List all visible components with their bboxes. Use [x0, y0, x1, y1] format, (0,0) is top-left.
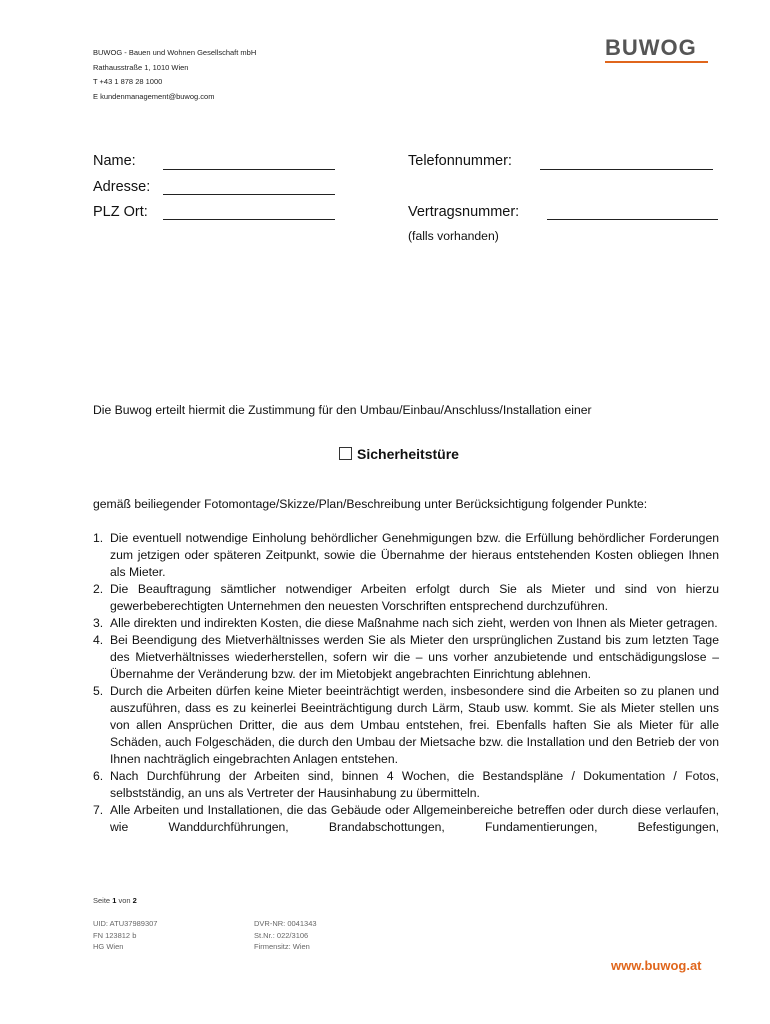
adresse-field[interactable] [163, 193, 335, 195]
name-label: Name: [93, 153, 136, 169]
vertragsnummer-field[interactable] [547, 218, 718, 220]
item-number: 1. [93, 531, 104, 545]
footer-hg: HG Wien [93, 942, 124, 951]
sender-address-block [93, 46, 256, 104]
plz-ort-field[interactable] [163, 218, 335, 220]
item-text: Alle Arbeiten und Installationen, die das Gebäude oder Allgemeinbereiche betreffen oder durch diese verlaufen, wie Wanddurchführungen, Brandabschottungen, Fundamentierungen, Befestigungen, [110, 803, 719, 834]
page-von-label: von [118, 896, 131, 905]
footer-registration-right [254, 918, 317, 953]
item-number: 5. [93, 684, 104, 698]
item-text: Die Beauftragung sämtlicher notwendiger Arbeiten erfolgt durch Sie als Mieter und sind von hierzu gewerbeberechtigten Unternehmen den neuesten Vorschriften entsprechend durchzuführen. [110, 582, 719, 613]
list-item [93, 768, 719, 802]
footer-firmensitz: Firmensitz: Wien [254, 942, 310, 951]
conditions-list [93, 530, 719, 836]
page-number: 1 [112, 896, 117, 905]
item-number: 6. [93, 769, 104, 783]
sender-company: BUWOG - Bauen und Wohnen Gesellschaft mbH [93, 48, 257, 57]
adresse-label: Adresse: [93, 179, 151, 195]
footer-registration-left [93, 918, 157, 953]
intro-text: Die Buwog erteilt hiermit die Zustimmung für den Umbau/Einbau/Anschluss/Installation einer [93, 403, 592, 417]
headline [339, 446, 459, 462]
name-field[interactable] [163, 168, 335, 170]
list-item [93, 632, 719, 683]
item-text: Durch die Arbeiten dürfen keine Mieter beeinträchtigt werden, insbesondere sind die Arbeiten so zu planen und auszuführen, dass es zu keinerlei Beeinträchtigung durch Lärm, Staub usw. kommt. Sie als Mieter stellen uns von allen Ansprüchen Dritter, die aus dem Umbau entstehen, frei. Ebenfalls haften Sie als Mieter für alle Schäden, auch Folgeschäden, die durch den Umbau der Mietsache bzw. die Installation und den Betrieb der von Ihnen nachträglich eingebrachten Anlagen entstehen. [110, 684, 719, 766]
list-item [93, 615, 719, 632]
footer-fn: FN 123812 b [93, 930, 137, 940]
footer-dvr: DVR-NR: 0041343 [254, 919, 317, 928]
item-number: 7. [93, 803, 104, 817]
sender-phone: T +43 1 878 28 1000 [93, 77, 163, 86]
telefon-label: Telefonnummer: [408, 153, 512, 169]
vertragsnummer-label: Vertragsnummer: [408, 204, 520, 220]
page-total: 2 [132, 896, 137, 905]
item-text: Nach Durchführung der Arbeiten sind, binnen 4 Wochen, die Bestandspläne / Dokumentation / Fotos, selbstständig, an uns als Vertreter der Hausinhabung zu übermitteln. [110, 769, 719, 800]
list-item [93, 802, 719, 836]
logo-text: BUWOG [605, 35, 697, 60]
page-indicator [93, 896, 137, 905]
list-item [93, 581, 719, 615]
plz-ort-label: PLZ Ort: [93, 204, 148, 220]
conditions-intro: gemäß beiliegender Fotomontage/Skizze/Plan/Beschreibung unter Berücksichtigung folgender Punkte: [93, 497, 648, 511]
website-link[interactable]: www.buwog.at [611, 958, 702, 973]
list-item [93, 683, 719, 768]
item-number: 3. [93, 616, 104, 630]
vertragsnummer-hint: (falls vorhanden) [408, 229, 499, 243]
item-text: Bei Beendigung des Mietverhältnisses werden Sie als Mieter den ursprünglichen Zustand bis zum letzten Tage des Mietverhältnisses wiederherstellen, sofern wir die – uns vorher anzubietende und entschädigungslose – Übernahme der Veränderung bzw. der im Mietobjekt angebrachten Einrichtung ablehnen. [110, 633, 719, 681]
footer-stnr: St.Nr.: 022/3106 [254, 930, 309, 940]
page-seite-label: Seite [93, 896, 111, 905]
item-text: Alle direkten und indirekten Kosten, die diese Maßnahme nach sich zieht, werden von Ihnen als Mieter getragen. [110, 616, 718, 630]
sicherheitstuere-checkbox[interactable] [339, 447, 352, 460]
footer-uid: UID: ATU37989307 [93, 919, 158, 928]
item-number: 4. [93, 633, 104, 647]
logo-accent-bar [605, 61, 708, 63]
item-text: Die eventuell notwendige Einholung behördlicher Genehmigungen bzw. die Erfüllung behördlicher Forderungen zum jetzigen oder späteren Zeitpunkt, sowie die Übernahme der hieraus entstehenden Kosten obliegen Ihnen als Mieter. [110, 531, 719, 579]
buwog-logo [605, 36, 708, 63]
sender-street: Rathausstraße 1, 1010 Wien [93, 62, 189, 72]
list-item [93, 530, 719, 581]
item-number: 2. [93, 582, 104, 596]
telefon-field[interactable] [540, 168, 713, 170]
sender-email: E kundenmanagement@buwog.com [93, 91, 215, 101]
headline-text: Sicherheitstüre [357, 446, 459, 462]
